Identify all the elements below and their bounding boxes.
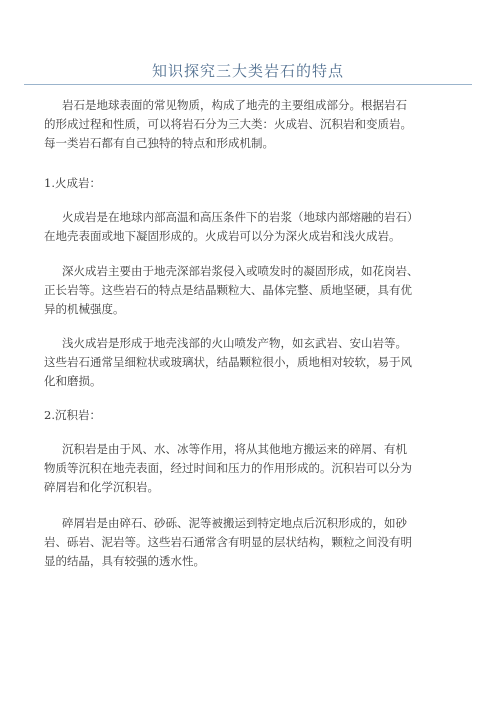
section-heading-sedimentary: 2.沉积岩：: [44, 408, 101, 422]
sedimentary-paragraph-1: [44, 440, 452, 497]
page-title: 知识探究三大类岩石的特点: [151, 62, 344, 80]
paragraph-line: 化和磨损。: [44, 374, 102, 388]
paragraph-line: 沉积岩是由于风、水、冰等作用，将从其他地方搬运来的碎屑、有机: [62, 442, 407, 456]
intro-paragraph: [44, 96, 452, 153]
paragraph-line: 物质等沉积在地壳表面，经过时间和压力的作用形成的。沉积岩可以分为: [44, 461, 412, 475]
paragraph-line: 在地壳表面或地下凝固形成的。火成岩可以分为深火成岩和浅火成岩。: [44, 229, 401, 243]
igneous-paragraph-2: [44, 262, 452, 319]
intro-line: 每一类岩石都有自己独特的特点和形成机制。: [44, 136, 274, 150]
sedimentary-paragraph-2: [44, 514, 452, 571]
paragraph-line: 深火成岩主要由于地壳深部岩浆侵入或喷发时的凝固形成，如花岗岩、: [62, 264, 419, 278]
intro-line: 岩石是地球表面的常见物质，构成了地壳的主要组成部分。根据岩石: [62, 98, 407, 112]
paragraph-line: 这些岩石通常呈细粒状或玻璃状，结晶颗粒很小，质地相对较软，易于风: [44, 355, 412, 369]
paragraph-line: 显的结晶，具有较强的透水性。: [44, 554, 205, 568]
paragraph-line: 浅火成岩是形成于地壳浅部的火山喷发产物，如玄武岩、安山岩等。: [62, 336, 407, 350]
paragraph-line: 碎屑岩和化学沉积岩。: [44, 480, 159, 494]
paragraph-line: 火成岩是在地球内部高温和高压条件下的岩浆（地球内部熔融的岩石）: [62, 210, 419, 224]
igneous-paragraph-3: [44, 334, 452, 391]
title-divider: [24, 84, 472, 85]
paragraph-line: 碎屑岩是由碎石、砂砾、泥等被搬运到特定地点后沉积形成的，如砂: [62, 516, 407, 530]
paragraph-line: 异的机械强度。: [44, 302, 125, 316]
paragraph-line: 岩、砾岩、泥岩等。这些岩石通常含有明显的层状结构，颗粒之间没有明: [44, 535, 412, 549]
section-heading-igneous: 1.火成岩：: [44, 176, 101, 190]
igneous-paragraph-1: [44, 208, 452, 246]
intro-line: 的形成过程和性质，可以将岩石分为三大类：火成岩、沉积岩和变质岩。: [44, 117, 412, 131]
paragraph-line: 正长岩等。这些岩石的特点是结晶颗粒大、晶体完整、质地坚硬，具有优: [44, 283, 412, 297]
